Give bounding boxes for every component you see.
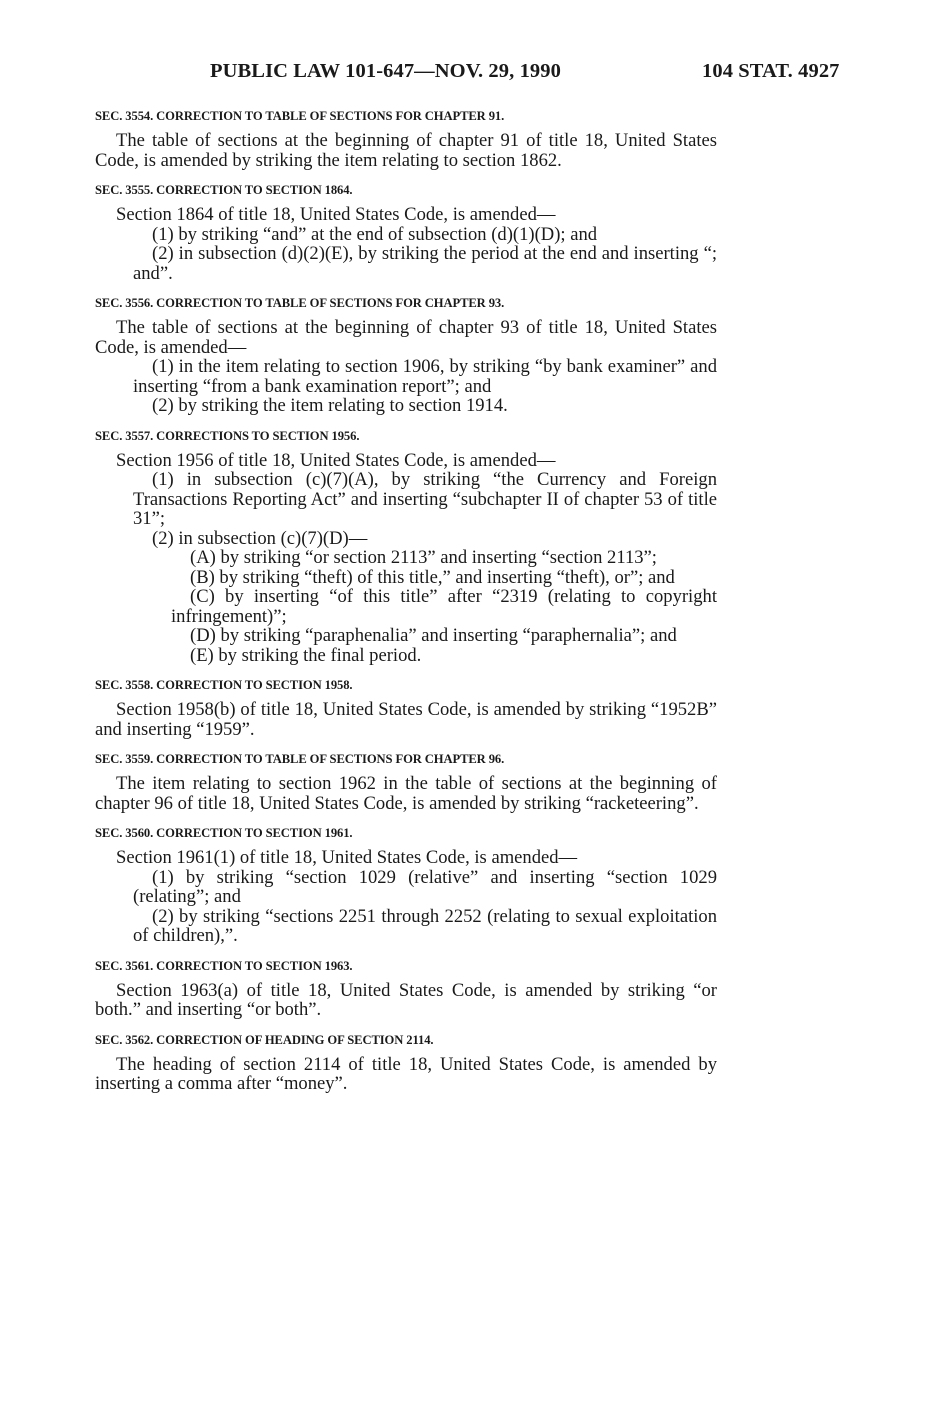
section-3558 (95, 677, 717, 739)
section-text: The table of sections at the beginning of chapter 91 of title 18, United States Code, is amended by striking the item relating to section 1862. (95, 130, 717, 171)
section-3556 (95, 295, 717, 416)
section-3559 (95, 751, 717, 813)
paragraph-item: (1) by striking “section 1029 (relative” and inserting “section 1029 (relating”; and (133, 866, 717, 907)
paragraph-item: (2) by striking the item relating to section 1914. (152, 395, 508, 416)
paragraph-item: (2) in subsection (c)(7)(D)— (152, 527, 368, 549)
section-heading: SEC. 3558. CORRECTION TO SECTION 1958. (95, 678, 353, 692)
section-heading: SEC. 3559. CORRECTION TO TABLE OF SECTIONS FOR CHAPTER 96. (95, 752, 505, 766)
section-text: Section 1958(b) of title 18, United States Code, is amended by striking “1952B” and inserting “1959”. (95, 699, 717, 740)
paragraph-item: (2) by striking “sections 2251 through 2252 (relating to sexual exploitation of children),”. (133, 905, 717, 946)
section-text: The heading of section 2114 of title 18, United States Code, is amended by inserting a comma after “money”. (95, 1053, 717, 1094)
section-3562 (95, 1032, 717, 1094)
section-heading: SEC. 3560. CORRECTION TO SECTION 1961. (95, 826, 353, 840)
subparagraph-item: (D) by striking “paraphenalia” and inserting “paraphernalia”; and (190, 625, 677, 646)
section-heading: SEC. 3556. CORRECTION TO TABLE OF SECTIONS FOR CHAPTER 93. (95, 296, 505, 310)
paragraph-item: (2) in subsection (d)(2)(E), by striking the period at the end and inserting “; and”. (133, 243, 717, 284)
document-body (95, 108, 717, 1106)
paragraph-item: (1) in the item relating to section 1906, by striking “by bank examiner” and inserting “from a bank examination report”; and (133, 356, 717, 397)
paragraph-item: (1) by striking “and” at the end of subsection (d)(1)(D); and (152, 223, 598, 245)
section-text: Section 1864 of title 18, United States Code, is amended— (116, 204, 556, 225)
section-text: The item relating to section 1962 in the table of sections at the beginning of chapter 96 of title 18, United States Code, is amended by striking “racketeering”. (95, 773, 717, 814)
section-3561 (95, 958, 717, 1020)
section-heading: SEC. 3557. CORRECTIONS TO SECTION 1956. (95, 428, 360, 443)
section-heading: SEC. 3562. CORRECTION OF HEADING OF SECTION 2114. (95, 1032, 434, 1047)
section-3555 (95, 182, 717, 283)
section-text: The table of sections at the beginning of chapter 93 of title 18, United States Code, is amended— (95, 317, 717, 358)
section-heading: SEC. 3555. CORRECTION TO SECTION 1864. (95, 183, 353, 197)
stat-page-number: 104 STAT. 4927 (702, 60, 840, 82)
paragraph-item: (1) in subsection (c)(7)(A), by striking “the Currency and Foreign Transactions Reporting Act” and inserting “subchapter II of chapter 53 of title 31”; (133, 469, 717, 529)
subparagraph-item: (C) by inserting “of this title” after “2319 (relating to copyright infringement)”; (171, 586, 717, 627)
subparagraph-item: (B) by striking “theft) of this title,” and inserting “theft), or”; and (190, 566, 675, 588)
section-3557 (95, 428, 717, 666)
section-text: Section 1956 of title 18, United States Code, is amended— (116, 449, 556, 471)
section-heading: SEC. 3561. CORRECTION TO SECTION 1963. (95, 958, 353, 973)
subparagraph-item: (A) by striking “or section 2113” and inserting “section 2113”; (190, 547, 657, 568)
page-header (0, 60, 939, 88)
section-3560 (95, 825, 717, 946)
subparagraph-item: (E) by striking the final period. (190, 644, 422, 666)
law-title: PUBLIC LAW 101-647—NOV. 29, 1990 (210, 60, 561, 82)
section-3554 (95, 108, 717, 170)
section-text: Section 1963(a) of title 18, United States Code, is amended by striking “or both.” and inserting “or both”. (95, 979, 717, 1020)
section-text: Section 1961(1) of title 18, United States Code, is amended— (116, 847, 578, 868)
section-heading: SEC. 3554. CORRECTION TO TABLE OF SECTIONS FOR CHAPTER 91. (95, 109, 505, 123)
